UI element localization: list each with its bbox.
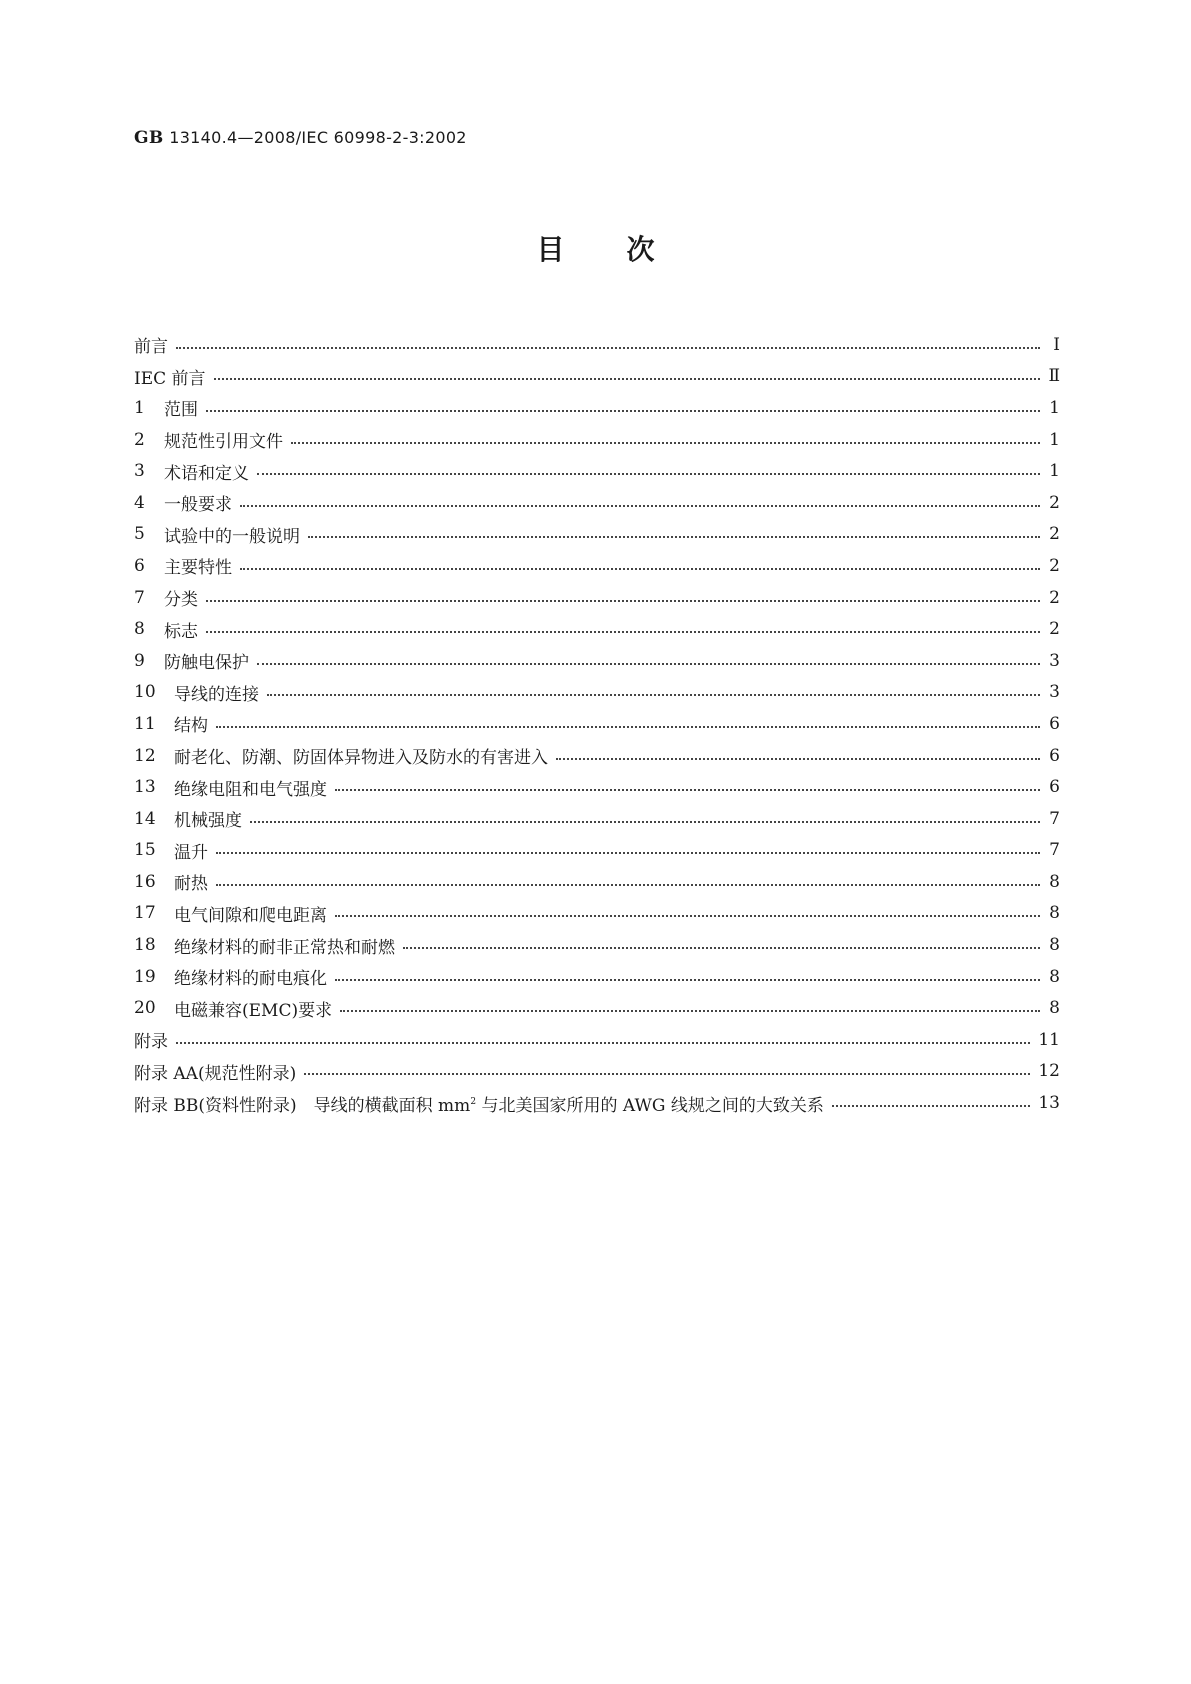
dot-leader [216,726,1040,728]
table-of-contents [134,329,1060,1119]
dot-leader [206,410,1040,412]
toc-entry-number: 1 [134,397,145,418]
toc-entry[interactable] [134,961,1060,993]
toc-entry[interactable] [134,898,1060,930]
dot-leader [206,631,1040,633]
toc-entry-label: 主要特性 [164,558,232,579]
dot-leader [257,473,1040,475]
toc-entry[interactable] [134,487,1060,519]
dot-leader [257,663,1040,665]
toc-entry-label: 防触电保护 [164,653,249,674]
toc-entry-label: 附录 BB(资料性附录) 导线的横截面积 $mm^2$ 与北美国家所用的 AWG 线规之间的大致关系 [134,1095,824,1116]
toc-entry[interactable] [134,803,1060,835]
toc-entry-label: 标志 [164,621,198,642]
header-prefix: GB [134,128,164,148]
toc-entry[interactable] [134,771,1060,803]
toc-entry-page-number: 2 [1049,619,1060,640]
toc-entry-page-number: Ⅰ [1053,334,1060,355]
toc-entry-label: 结构 [174,716,208,737]
toc-entry-label: 电磁兼容(EMC)要求 [174,1000,333,1021]
toc-entry[interactable] [134,1087,1060,1119]
dot-leader [304,1073,1030,1075]
dot-leader [335,789,1040,791]
toc-entry-label: 范围 [164,400,198,421]
dot-leader [556,758,1040,760]
toc-entry[interactable] [134,835,1060,867]
toc-entry[interactable] [134,740,1060,772]
toc-entry[interactable] [134,866,1060,898]
toc-entry-page-number: 8 [1049,871,1060,892]
dot-leader [176,1042,1030,1044]
toc-entry[interactable] [134,929,1060,961]
toc-entry[interactable] [134,708,1060,740]
toc-entry-page-number: 13 [1038,1093,1060,1114]
toc-entry[interactable] [134,361,1060,393]
dot-leader [403,947,1040,949]
superscript: 2 [470,1096,477,1107]
toc-entry-number: 8 [134,619,145,640]
toc-entry-number: 16 [134,871,156,892]
toc-entry-label: 绝缘电阻和电气强度 [174,779,327,800]
toc-entry-label: 试验中的一般说明 [164,526,300,547]
toc-entry-number: 12 [134,745,156,766]
toc-entry-page-number: 8 [1049,998,1060,1019]
toc-entry-page-number: 6 [1049,713,1060,734]
toc-entry[interactable] [134,424,1060,456]
dot-leader [267,694,1040,696]
toc-entry-label: 附录 AA(规范性附录) [134,1063,297,1084]
dot-leader [176,347,1040,349]
toc-entry-number: 4 [134,492,145,513]
toc-entry-page-number: 8 [1049,903,1060,924]
dot-leader [216,852,1040,854]
toc-entry-page-number: 8 [1049,935,1060,956]
toc-entry-page-number: 7 [1049,808,1060,829]
toc-entry-label: IEC 前言 [134,368,206,389]
toc-entry-number: 11 [134,713,156,734]
toc-entry-number: 3 [134,461,145,482]
toc-entry-label: 机械强度 [174,811,242,832]
toc-entry-number: 6 [134,555,145,576]
dot-leader [308,536,1040,538]
toc-entry-label: 绝缘材料的耐非正常热和耐燃 [174,937,395,958]
toc-entry-page-number: 1 [1049,429,1060,450]
toc-entry-number: 2 [134,429,145,450]
toc-entry[interactable] [134,329,1060,361]
toc-entry-page-number: 6 [1049,777,1060,798]
dot-leader [335,915,1040,917]
toc-entry-page-number: 2 [1049,524,1060,545]
toc-entry-page-number: Ⅱ [1048,366,1060,387]
toc-entry[interactable] [134,582,1060,614]
toc-entry[interactable] [134,519,1060,551]
document-header [134,128,467,148]
toc-entry[interactable] [134,645,1060,677]
toc-entry-page-number: 8 [1049,966,1060,987]
toc-entry-label: 耐热 [174,874,208,895]
toc-entry-number: 10 [134,682,156,703]
toc-entry-number: 17 [134,903,156,924]
dot-leader [832,1105,1030,1107]
toc-entry-number: 15 [134,840,156,861]
toc-entry[interactable] [134,1024,1060,1056]
toc-entry-label: 附录 [134,1032,168,1053]
toc-entry[interactable] [134,455,1060,487]
toc-entry-page-number: 2 [1049,587,1060,608]
toc-entry-page-number: 3 [1049,650,1060,671]
toc-entry-page-number: 11 [1038,1029,1060,1050]
toc-entry-number: 13 [134,777,156,798]
toc-entry-number: 5 [134,524,145,545]
toc-entry-number: 18 [134,935,156,956]
toc-entry-label: 术语和定义 [164,463,249,484]
toc-entry-page-number: 2 [1049,492,1060,513]
header-standard-number: 13140.4—2008/IEC 60998-2-3:2002 [169,128,467,147]
toc-entry[interactable] [134,992,1060,1024]
toc-entry-page-number: 1 [1049,397,1060,418]
dot-leader [216,884,1040,886]
dot-leader [340,1010,1040,1012]
toc-entry-page-number: 3 [1049,682,1060,703]
toc-entry[interactable] [134,550,1060,582]
page-title: 目次 [536,233,717,266]
toc-entry-label: 导线的连接 [174,684,259,705]
toc-entry-number: 9 [134,650,145,671]
toc-entry-label: 规范性引用文件 [164,432,283,453]
toc-entry-label: 耐老化、防潮、防固体异物进入及防水的有害进入 [174,748,548,769]
dot-leader [291,442,1040,444]
toc-entry[interactable] [134,677,1060,709]
toc-entry-label: 温升 [174,842,208,863]
toc-entry-page-number: 7 [1049,840,1060,861]
toc-entry[interactable] [134,613,1060,645]
toc-entry-number: 7 [134,587,145,608]
dot-leader [250,821,1040,823]
toc-entry[interactable] [134,1056,1060,1088]
toc-entry[interactable] [134,392,1060,424]
toc-entry-page-number: 1 [1049,461,1060,482]
toc-entry-label: 一般要求 [164,495,232,516]
toc-entry-number: 14 [134,808,156,829]
toc-entry-label: 前言 [134,337,168,358]
toc-entry-label: 电气间隙和爬电距离 [174,905,327,926]
dot-leader [214,378,1040,380]
dot-leader [240,505,1040,507]
toc-entry-page-number: 6 [1049,745,1060,766]
toc-entry-number: 19 [134,966,156,987]
toc-entry-page-number: 12 [1038,1061,1060,1082]
toc-entry-page-number: 2 [1049,555,1060,576]
toc-entry-label: 分类 [164,590,198,611]
toc-entry-label: 绝缘材料的耐电痕化 [174,969,327,990]
dot-leader [240,568,1040,570]
dot-leader [206,600,1040,602]
dot-leader [335,979,1040,981]
toc-entry-number: 20 [134,998,156,1019]
